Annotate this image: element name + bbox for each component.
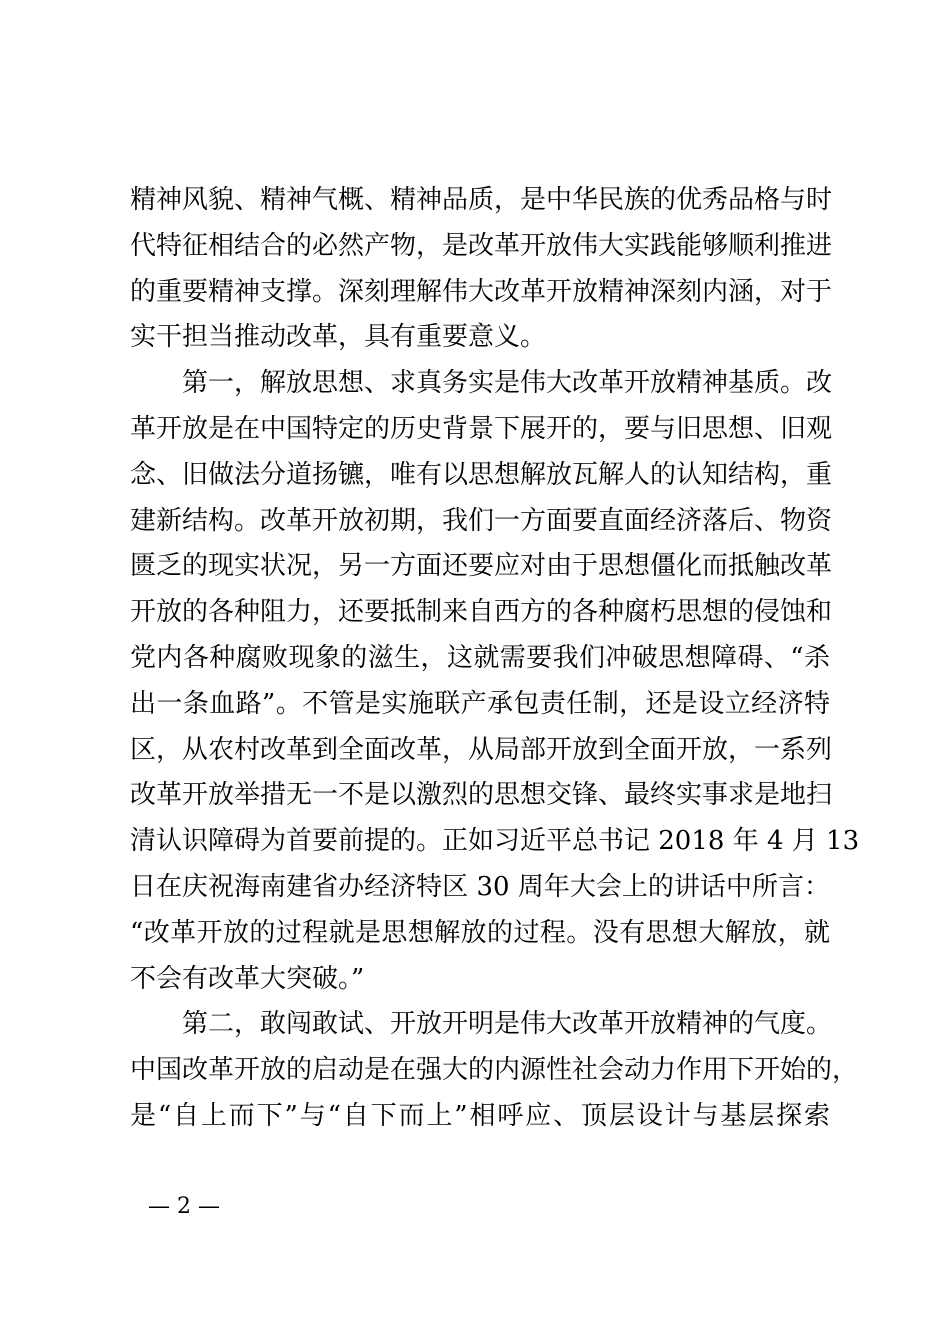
text-line: 日在庆祝海南建省办经济特区 30 周年大会上的讲话中所言： [130,871,830,902]
text-line: “改革开放的过程就是思想解放的过程。没有思想大解放，就 [130,917,830,948]
text-line: 代特征相结合的必然产物，是改革开放伟大实践能够顺利推进 [130,230,833,261]
text-line: 清认识障碍为首要前提的。正如习近平总书记 2018 年 4 月 13 [130,826,860,857]
paragraph-1-first-line: 第一，解放思想、求真务实是伟大改革开放精神基质。改 [182,368,833,399]
text-line: 中国改革开放的启动是在强大的内源性社会动力作用下开始的， [130,1055,859,1086]
text-line: 的重要精神支撑。深刻理解伟大改革开放精神深刻内涵，对于 [130,276,833,307]
text-line: 精神风貌、精神气概、精神品质，是中华民族的优秀品格与时 [130,185,833,215]
text-line: 念、旧做法分道扬镳，唯有以思想解放瓦解人的认知结构，重 [130,459,833,490]
text-line: 开放的各种阻力，还要抵制来自西方的各种腐朽思想的侵蚀和 [130,597,833,628]
page-number: — 2 — [148,1194,220,1219]
text-line: 是“自上而下”与“自下而上”相呼应、顶层设计与基层探索 [130,1100,830,1131]
text-line: 革开放是在中国特定的历史背景下展开的，要与旧思想、旧观 [130,413,833,444]
text-line: 匮乏的现实状况，另一方面还要应对由于思想僵化而抵触改革 [130,551,833,582]
text-line: 实干担当推动改革，具有重要意义。 [130,322,547,353]
body-text [130,178,860,1140]
text-line: 区，从农村改革到全面改革，从局部开放到全面开放，一系列 [130,734,833,765]
text-line: 党内各种腐败现象的滋生，这就需要我们冲破思想障碍、“杀 [130,642,830,673]
paragraph-2-first-line: 第二，敢闯敢试、开放开明是伟大改革开放精神的气度。 [182,1009,833,1040]
text-line: 不会有改革大突破。” [130,963,365,994]
text-line: 改革开放举措无一不是以激烈的思想交锋、最终实事求是地扫 [130,780,833,811]
text-line: 建新结构。改革开放初期，我们一方面要直面经济落后、物资 [130,505,833,536]
text-line: 出一条血路”。不管是实施联产承包责任制，还是设立经济特 [130,688,830,719]
